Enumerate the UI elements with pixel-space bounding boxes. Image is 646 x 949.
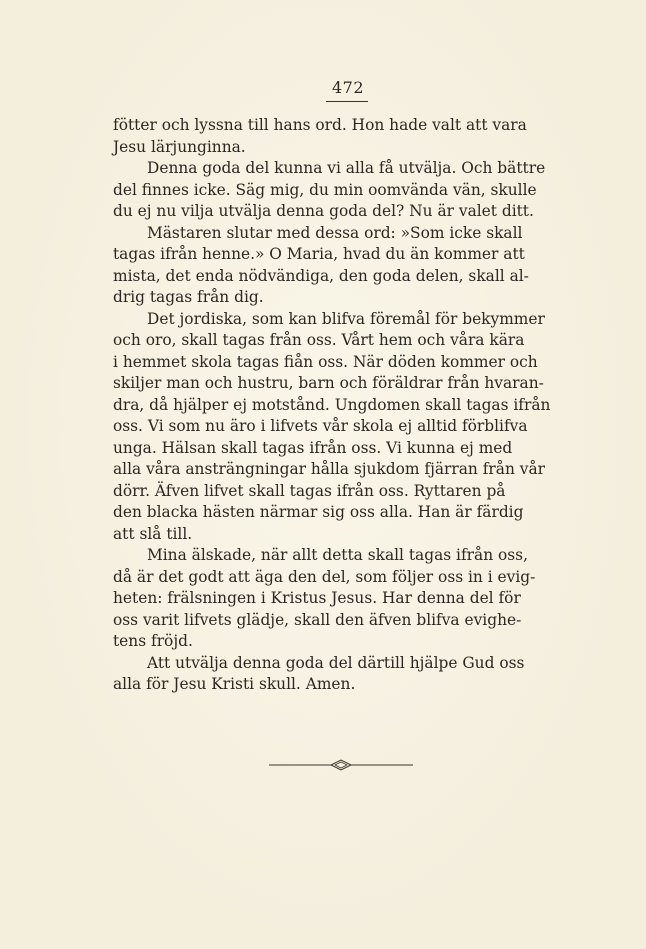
text-line: unga. Hälsan skall tagas ifrån oss. Vi kunna ej med: [113, 438, 513, 457]
text-line: skiljer man och hustru, barn och föräldrar från hvaran-: [113, 374, 544, 392]
text-line: dörr. Äfven lifvet skall tagas ifrån oss. Ryttaren på: [113, 481, 506, 500]
text-line: tagas ifrån henne.» O Maria, hvad du än kommer att: [113, 245, 525, 263]
page-number-underline: [326, 101, 368, 102]
text-line: du ej nu vilja utvälja denna goda del? Nu är valet ditt.: [113, 202, 534, 220]
text-line: heten: frälsningen i Kristus Jesus. Har denna del för: [113, 589, 521, 607]
text-line: tens fröjd.: [113, 632, 193, 650]
text-line: Jesu lärjunginna.: [113, 137, 246, 156]
text-line: Mina älskade, när allt detta skall tagas ifrån oss,: [147, 546, 528, 564]
text-line: dra, då hjälper ej motstånd. Ungdomen skall tagas ifrån: [113, 395, 551, 414]
text-line: oss. Vi som nu äro i lifvets vår skola ej alltid förblifva: [113, 417, 528, 435]
text-line: drig tagas från dig.: [113, 288, 264, 306]
text-line: del finnes icke. Säg mig, du min oomvända vän, skulle: [113, 180, 537, 199]
text-line: alla för Jesu Kristi skull. Amen.: [113, 675, 356, 693]
text-line: den blacka hästen närmar sig oss alla. Han är färdig: [113, 503, 524, 521]
text-line: alla våra ansträngningar hålla sjukdom fjärran från vår: [113, 460, 545, 478]
text-line: Att utvälja denna goda del därtill hjälpe Gud oss: [147, 653, 525, 672]
text-line: i hemmet skola tagas fiån oss. När döden kommer och: [113, 352, 538, 371]
text-line: fötter och lyssna till hans ord. Hon hade valt att vara: [113, 116, 527, 134]
text-line: oss varit lifvets glädje, skall den äfven blifva evighe-: [113, 610, 522, 629]
text-line: och oro, skall tagas från oss. Vårt hem och våra kära: [113, 331, 525, 349]
text-line: Mästaren slutar med dessa ord: »Som icke skall: [147, 223, 523, 242]
text-line: att slå till.: [113, 524, 193, 543]
text-line: då är det godt att äga den del, som följer oss in i evig-: [113, 567, 536, 586]
body-text: [113, 115, 568, 696]
text-line: Denna goda del kunna vi alla få utvälja. Och bättre: [147, 159, 546, 177]
text-line: mista, det enda nödvändiga, den goda delen, skall al-: [113, 266, 529, 285]
page-number: 472: [331, 78, 365, 97]
text-line: Det jordiska, som kan blifva föremål för bekymmer: [147, 309, 545, 328]
end-ornament: [269, 757, 413, 773]
